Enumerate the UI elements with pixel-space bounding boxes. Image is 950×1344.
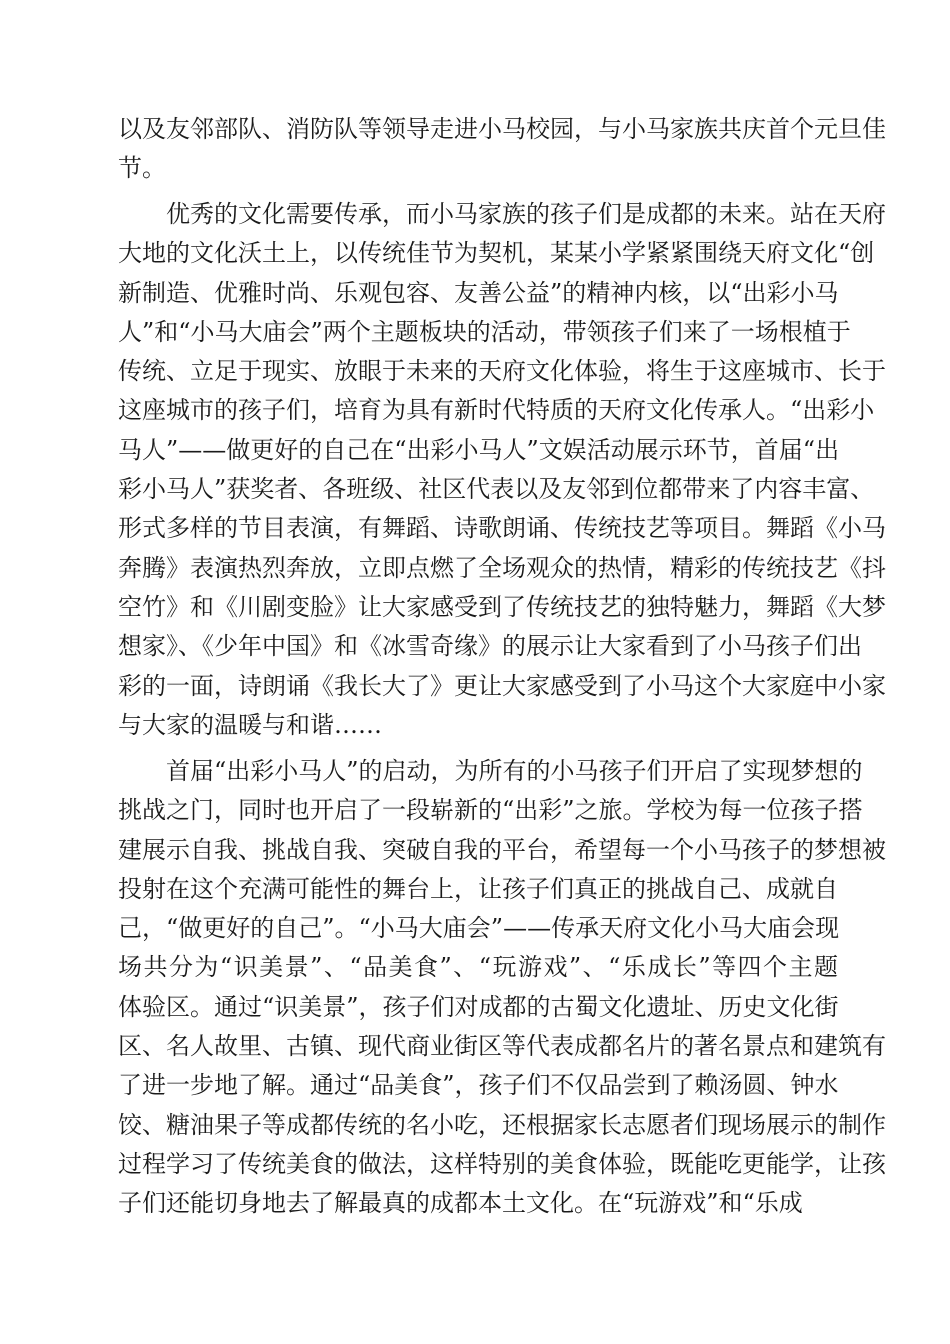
text-line: 优秀的文化需要传承，而小马家族的孩子们是成都的未来。站在天府 xyxy=(166,200,886,228)
text-line: 大地的文化沃土上，以传统佳节为契机，某某小学紧紧围绕天府文化“创 xyxy=(118,239,875,268)
text-line: 了进一步地了解。通过“品美食”，孩子们不仅品尝到了赖汤圆、钟水 xyxy=(118,1071,839,1100)
text-line: 体验区。通过“识美景”，孩子们对成都的古蜀文化遗址、历史文化街 xyxy=(118,992,839,1021)
text-line: 过程学习了传统美食的做法，这样特别的美食体验，既能吃更能学，让孩 xyxy=(118,1149,886,1178)
text-line: 投射在这个充满可能性的舞台上，让孩子们真正的挑战自己、成就自 xyxy=(118,874,838,903)
text-line: 场共分为“识美景”、“品美食”、“玩游戏”、“乐成长”等四个主题 xyxy=(118,953,838,982)
text-line: 这座城市的孩子们，培育为具有新时代特质的天府文化传承人。“出彩小 xyxy=(118,396,875,425)
text-line: 以及友邻部队、消防队等领导走进小马校园，与小马家族共庆首个元旦佳 xyxy=(118,115,886,143)
paragraph xyxy=(118,110,886,189)
text-line: 饺、糖油果子等成都传统的名小吃，还根据家长志愿者们现场展示的制作 xyxy=(118,1110,886,1139)
text-line: 区、名人故里、古镇、现代商业街区等代表成都名片的著名景点和建筑有 xyxy=(118,1032,886,1061)
text-line: 己，“做更好的自己”。“小马大庙会”——传承天府文化小马大庙会现 xyxy=(118,914,840,943)
text-line: 新制造、优雅时尚、乐观包容、友善公益”的精神内核，以“出彩小马 xyxy=(118,278,839,307)
text-line: 彩小马人”获奖者、各班级、社区代表以及友邻到位都带来了内容丰富、 xyxy=(118,475,875,504)
paragraph xyxy=(118,752,886,1224)
text-line: 传统、立足于现实、放眼于未来的天府文化体验，将生于这座城市、长于 xyxy=(118,357,886,386)
text-line: 与大家的温暖与和谐…… xyxy=(118,710,382,739)
text-line: 节。 xyxy=(118,154,166,183)
text-line: 彩的一面，诗朗诵《我长大了》更让大家感受到了小马这个大家庭中小家 xyxy=(118,671,886,700)
text-line: 想家》、《少年中国》和《冰雪奇缘》的展示让大家看到了小马孩子们出 xyxy=(118,632,862,661)
text-line: 建展示自我、挑战自我、突破自我的平台，希望每一个小马孩子的梦想被 xyxy=(118,835,886,864)
text-line: 子们还能切身地去了解最真的成都本土文化。在“玩游戏”和“乐成 xyxy=(118,1189,803,1218)
text-line: 人”和“小马大庙会”两个主题板块的活动，带领孩子们来了一场根植于 xyxy=(118,317,851,346)
text-line: 首届“出彩小马人”的启动，为所有的小马孩子们开启了实现梦想的 xyxy=(166,757,863,785)
paragraph xyxy=(118,195,886,745)
text-line: 形式多样的节目表演，有舞蹈、诗歌朗诵、传统技艺等项目。舞蹈《小马 xyxy=(118,514,886,543)
text-line: 奔腾》表演热烈奔放，立即点燃了全场观众的热情，精彩的传统技艺《抖 xyxy=(118,553,886,582)
text-line: 空竹》和《川剧变脸》让大家感受到了传统技艺的独特魅力，舞蹈《大梦 xyxy=(118,592,886,621)
text-line: 挑战之门，同时也开启了一段崭新的“出彩”之旅。学校为每一位孩子搭 xyxy=(118,796,863,825)
text-line: 马人”——做更好的自己在“出彩小马人”文娱活动展示环节，首届“出 xyxy=(118,435,840,464)
